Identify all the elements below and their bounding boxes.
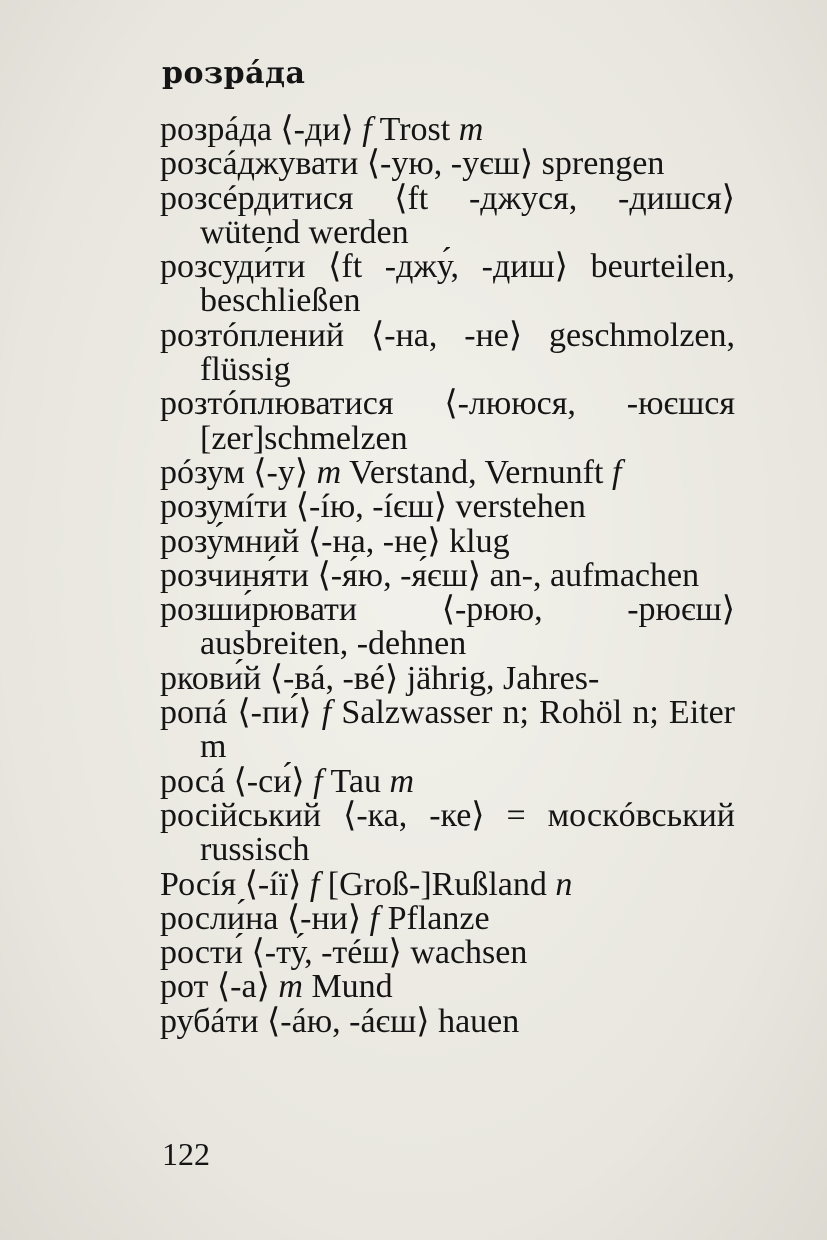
entry [160, 147, 735, 181]
grammar: ⟨-áю, -áєш⟩ [267, 1002, 430, 1040]
definition: Verstand, Vernunft [349, 453, 604, 491]
entry [160, 453, 735, 491]
definition: hauen [438, 1002, 520, 1040]
entry [160, 490, 735, 524]
headword: розсуди́ти [160, 248, 306, 286]
entry [160, 316, 736, 389]
definition: beurteilen, beschließen [200, 248, 735, 320]
definition: [zer]schmelzen [200, 419, 408, 457]
gender: f [313, 762, 323, 800]
entry [160, 179, 736, 251]
definition-gender: f [611, 453, 622, 491]
grammar: ⟨-ка, -ке⟩ [343, 796, 485, 834]
entry [160, 387, 735, 456]
entry [160, 113, 735, 147]
grammar: ⟨-рюю, -рюєш⟩ [441, 591, 735, 629]
definition: verstehen [455, 488, 586, 526]
entry [160, 593, 735, 662]
headword: рот [160, 968, 209, 1006]
page-number: 122 [162, 1136, 210, 1172]
entry [160, 936, 735, 970]
grammar: ⟨-вá, -вé⟩ [269, 659, 399, 697]
headword: розсáджувати [160, 145, 359, 183]
grammar: ⟨-íю, -íєш⟩ [295, 488, 448, 526]
grammar: ⟨-ую, -уєш⟩ [366, 145, 534, 183]
headword: розтóплений [160, 316, 345, 354]
definition-gender: n [555, 865, 573, 903]
definition: = москóвський russisch [200, 796, 736, 869]
headword: рости́ [160, 934, 243, 972]
definition: klug [449, 522, 510, 560]
grammar: ⟨-на, -не⟩ [371, 316, 523, 354]
grammar: ⟨-пи́⟩ [237, 694, 312, 732]
entry [160, 696, 735, 765]
entry [160, 796, 736, 869]
headword: росá [160, 762, 226, 800]
entry [160, 762, 735, 800]
entry [160, 1002, 735, 1040]
headword: ркови́й [160, 659, 262, 697]
headword: розумíти [160, 488, 288, 526]
headword: розрáда [160, 111, 272, 148]
headword: розсéрдитися [160, 179, 354, 217]
gender: f [309, 865, 320, 903]
grammar: ⟨-на, -не⟩ [307, 522, 441, 560]
gender: f [362, 111, 372, 148]
definition: Salzwasser n; Rohöl n; Eiter m [200, 694, 736, 766]
grammar: ⟨-íї⟩ [244, 865, 302, 903]
definition: geschmolzen, flüssig [200, 316, 736, 389]
headword: російський [160, 796, 322, 834]
entry [160, 659, 735, 697]
definition: ausbreiten, -dehnen [200, 625, 467, 663]
grammar: ⟨-си́⟩ [233, 762, 305, 800]
grammar: ⟨ft -джу́, -диш⟩ [328, 248, 568, 286]
definition-gender: m [389, 762, 415, 800]
definition: sprengen [541, 145, 665, 183]
grammar: ⟨ft -джуся, -дишся⟩ [394, 179, 736, 217]
grammar: ⟨-ту́, -тéш⟩ [251, 934, 402, 972]
entry [160, 865, 735, 903]
headword: росли́на [160, 899, 279, 937]
definition: jährig, Jahres- [406, 659, 600, 697]
headword: розши́рювати [160, 591, 358, 629]
entry [160, 556, 735, 594]
grammar: ⟨-а⟩ [216, 968, 270, 1006]
headword: розчиня́ти [160, 556, 309, 594]
entry [160, 522, 735, 560]
entry [160, 899, 735, 937]
headword: рóзум [160, 453, 245, 491]
gender: f [369, 899, 380, 937]
headword: Росíя [160, 865, 237, 903]
running-head: розрáда [162, 56, 306, 91]
entry [160, 970, 735, 1004]
gender: f [321, 694, 332, 732]
grammar: ⟨-ди⟩ [280, 111, 354, 148]
headword: рубáти [160, 1002, 259, 1040]
definition: Pflanze [387, 899, 490, 937]
definition: Mund [311, 968, 393, 1006]
definition: an-, aufmachen [489, 556, 700, 594]
grammar: ⟨-ни⟩ [286, 899, 362, 937]
definition: [Groß-]Rußland [327, 865, 547, 903]
definition: Trost [379, 111, 451, 148]
headword: ропá [160, 694, 228, 732]
definition: wachsen [410, 934, 528, 972]
grammar: ⟨-я́ю, -я́єш⟩ [317, 556, 482, 594]
definition-gender: m [458, 111, 484, 148]
headword: розу́мний [160, 522, 300, 560]
gender: m [316, 453, 342, 491]
entry-list [160, 113, 735, 1039]
headword: розтóплюватися [160, 385, 394, 423]
gender: m [278, 968, 303, 1006]
definition: wütend werden [200, 213, 409, 251]
grammar: ⟨-у⟩ [253, 453, 309, 491]
entry [160, 250, 735, 319]
grammar: ⟨-лююся, -юєшся [444, 385, 736, 423]
definition: Tau [330, 762, 382, 800]
